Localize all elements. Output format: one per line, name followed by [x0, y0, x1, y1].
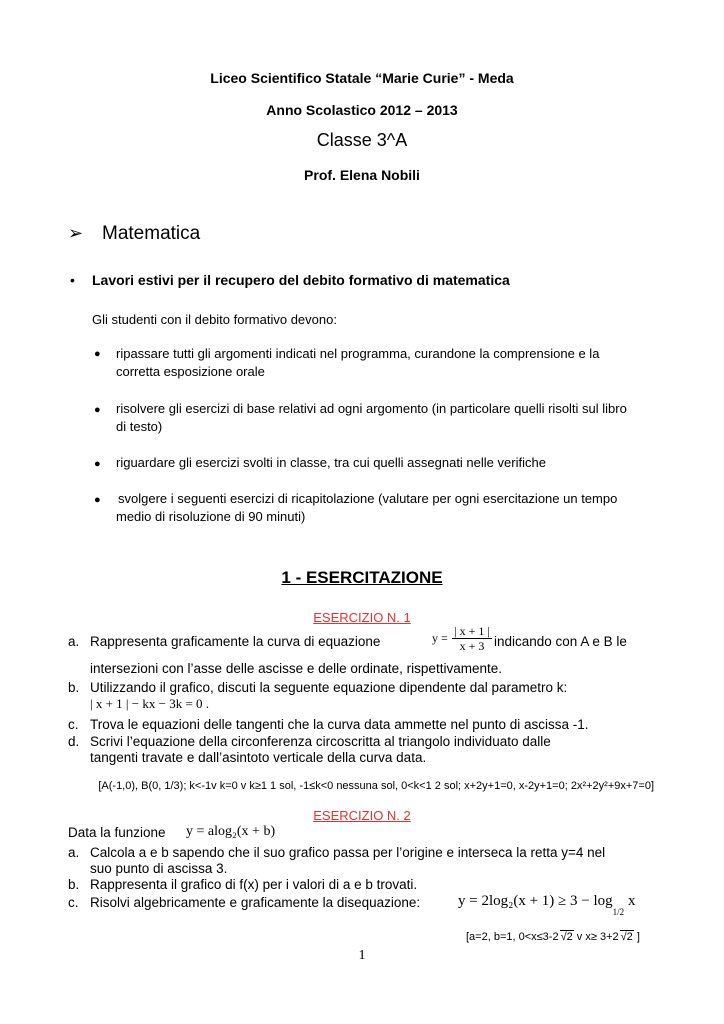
exercise-2c-text: Risolvi algebricamente e graficamente la disequazione:: [90, 895, 421, 910]
bullet-item-cont: corretta esposizione orale: [116, 364, 265, 379]
esercitazione-title: 1 - ESERCITAZIONE: [281, 568, 443, 587]
exercise-1a-text: [90, 634, 380, 649]
parametric-equation: | x + 1 | − kx − 3k = 0 .: [90, 696, 210, 711]
exercise-1-solution: [A(-1,0), B(0, 1/3); k<-1v k=0 v k≥1 1 sol, -1≤k<0 nessuna sol, 0<k<1 2 sol; x+2y+1=0, x-2y+1=0; 2x²+2y²+9x+7=0]: [98, 780, 654, 792]
exercise-1c-text: Trova le equazioni delle tangenti che la curva data ammette nel punto di ascissa -1.: [90, 717, 589, 732]
sqrt-argument: 2: [626, 931, 633, 943]
bullet-item: risolvere gli esercizi di base relativi ad ogni argomento (in particolare quelli risolti sul libro: [116, 401, 627, 416]
eq-lhs: y =: [432, 631, 448, 645]
item-label: d.: [68, 734, 80, 749]
bullet-item: ripassare tutti gli argomenti indicati nel programma, curandone la comprensione e la: [116, 346, 600, 361]
exercise-2a-text: Calcola a e b sapendo che il suo grafico passa per l’origine e interseca la retta y=4 nel: [90, 845, 606, 860]
item-label: c.: [68, 895, 79, 910]
item-label: b.: [68, 877, 80, 892]
function-definition: y = alog₂(x + b): [186, 824, 276, 839]
exercise-1-title: ESERCIZIO N. 1: [313, 610, 411, 625]
bullet-item-cont: di testo): [116, 419, 163, 434]
sqrt-symbol: √2: [560, 931, 573, 943]
solution-mid: v x≥ 3+2: [573, 931, 619, 943]
topic-heading: Lavori estivi per il recupero del debito formativo di matematica: [92, 272, 510, 288]
bullet-icon: ●: [94, 458, 101, 470]
exercise-2-title: ESERCIZIO N. 2: [313, 808, 411, 823]
item-label: b.: [68, 680, 80, 695]
bullet-icon: ●: [94, 348, 101, 360]
exercise-2-intro: Data la funzione: [68, 825, 166, 840]
inequality-main: y = 2log₂(x + 1) ≥ 3 − log: [458, 893, 613, 909]
item-label: c.: [68, 717, 79, 732]
fraction-numerator: | x + 1 |: [454, 624, 490, 638]
exercise-1a-line2: intersezioni con l’asse delle ascisse e delle ordinate, rispettivamente.: [90, 661, 502, 676]
exercise-2b-text: Rappresenta il grafico di f(x) per i valori di a e b trovati.: [90, 877, 418, 892]
item-label: a.: [68, 845, 80, 860]
intro-text: Gli studenti con il debito formativo devono:: [92, 312, 337, 327]
fraction: [452, 624, 492, 653]
bullet-icon: ●: [94, 494, 101, 506]
section-title: Matematica: [102, 223, 201, 244]
inequality-var: x: [627, 893, 636, 909]
bullet-icon: ●: [94, 404, 101, 416]
solution-end: ]: [633, 931, 640, 943]
fraction-denominator: x + 3: [459, 639, 485, 653]
school-name: Liceo Scientifico Statale “Marie Curie” - Meda: [210, 70, 514, 86]
arrow-bullet-icon: ➢: [68, 223, 84, 243]
solution-pre: [a=2, b=1, 0<x≤3-2: [466, 931, 559, 943]
bullet-item: riguardare gli esercizi svolti in classe, tra cui quelli assegnati nelle verifiche: [116, 455, 546, 470]
inequality: [458, 893, 636, 917]
item-label: a.: [68, 634, 80, 649]
sqrt-argument: 2: [566, 931, 573, 943]
topic-bullet-icon: •: [70, 272, 75, 288]
school-year: Anno Scolastico 2012 – 2013: [266, 102, 458, 118]
class-name: Classe 3^A: [316, 130, 408, 150]
exercise-2a-line2: suo punto di ascissa 3.: [90, 861, 228, 876]
bullet-item-cont: medio di risoluzione di 90 minuti): [116, 509, 306, 524]
exercise-1a-pre: Rappresenta graficamente la curva di equazione: [90, 634, 381, 649]
exercise-1d-text: Scrivi l’equazione della circonferenza circoscritta al triangolo individuato dalle: [90, 734, 551, 749]
bullet-item: svolgere i seguenti esercizi di ricapitolazione (valutare per ogni esercitazione un tempo: [118, 491, 618, 506]
exercise-1b-text: Utilizzando il grafico, discuti la seguente equazione dipendente dal parametro k:: [90, 680, 568, 695]
professor-name: Prof. Elena Nobili: [304, 167, 420, 183]
page-number: 1: [358, 948, 366, 963]
curve-equation: [432, 624, 492, 653]
sqrt-symbol: √2: [620, 931, 633, 943]
exercise-1a-post: indicando con A e B le: [494, 634, 627, 649]
exercise-2-solution: [466, 930, 640, 943]
log-base: 1/2: [612, 907, 625, 917]
exercise-1d-line2: tangenti travate e dall’asintoto verticale della curva data.: [90, 750, 427, 765]
